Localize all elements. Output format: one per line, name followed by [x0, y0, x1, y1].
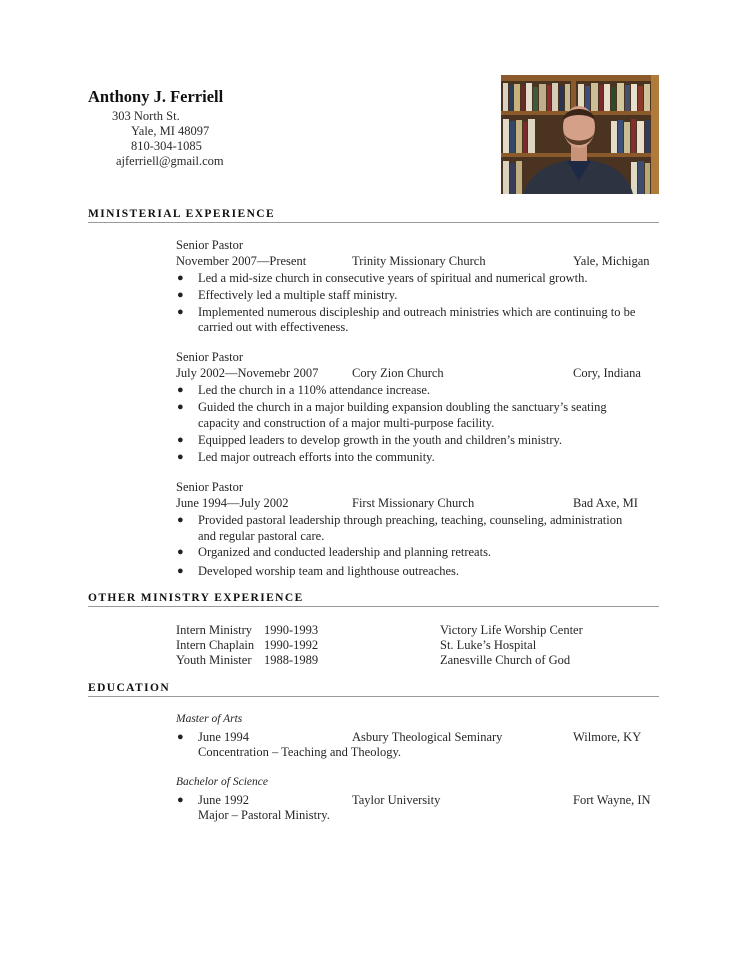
job-bullet: Effectively led a multiple staff ministry.: [198, 288, 398, 302]
bullet-icon: ●: [177, 546, 184, 558]
job-bullet: Led major outreach efforts into the community.: [198, 450, 435, 464]
bullet-icon: ●: [177, 565, 184, 577]
resume-name: Anthony J. Ferriell: [88, 87, 224, 106]
degree-detail: Major – Pastoral Ministry.: [198, 808, 330, 822]
job-role: Senior Pastor: [176, 480, 244, 494]
bullet-icon: ●: [177, 401, 184, 413]
job-bullet-continuation: capacity and construction of a major multi-purpose facility.: [198, 416, 495, 430]
email-address: ajferriell@gmail.com: [116, 154, 224, 168]
bullet-icon: ●: [177, 289, 184, 301]
section-divider: [88, 606, 659, 607]
job-role: Senior Pastor: [176, 238, 244, 252]
degree-date: June 1992: [198, 793, 250, 807]
degree-title: Bachelor of Science: [176, 776, 268, 788]
job-bullet: Equipped leaders to develop growth in the youth and children’s ministry.: [198, 433, 563, 447]
portrait-photo-icon: [501, 75, 659, 194]
other-years: 1988-1989: [264, 653, 319, 667]
address-line-1: 303 North St.: [112, 109, 180, 123]
job-bullet: Led the church in a 110% attendance increase.: [198, 383, 431, 397]
job-dates: July 2002—Novemebr 2007: [176, 366, 319, 380]
job-bullet: Led a mid-size church in consecutive years of spiritual and numerical growth.: [198, 271, 588, 285]
job-dates: June 1994—July 2002: [176, 496, 289, 510]
section-title-ministerial: MINISTERIAL EXPERIENCE: [88, 208, 276, 220]
job-location: Bad Axe, MI: [573, 496, 638, 510]
bullet-icon: ●: [177, 731, 184, 743]
job-bullet: Implemented numerous discipleship and outreach ministries which are continuing to be: [198, 305, 636, 319]
bullet-icon: ●: [177, 434, 184, 446]
job-bullet: Provided pastoral leadership through preaching, teaching, counseling, administration: [198, 513, 623, 527]
job-location: Yale, Michigan: [573, 254, 650, 268]
degree-school: Taylor University: [352, 793, 441, 807]
phone-number: 810-304-1085: [131, 139, 202, 153]
other-organization: St. Luke’s Hospital: [440, 638, 537, 652]
degree-date: June 1994: [198, 730, 250, 744]
job-role: Senior Pastor: [176, 350, 244, 364]
degree-location: Wilmore, KY: [573, 730, 642, 744]
bullet-icon: ●: [177, 306, 184, 318]
other-years: 1990-1993: [264, 623, 319, 637]
job-organization: Cory Zion Church: [352, 366, 444, 380]
bullet-icon: ●: [177, 384, 184, 396]
degree-school: Asbury Theological Seminary: [352, 730, 503, 744]
job-organization: Trinity Missionary Church: [352, 254, 486, 268]
job-dates: November 2007—Present: [176, 254, 307, 268]
job-bullet-continuation: carried out with effectiveness.: [198, 320, 349, 334]
job-bullet: Guided the church in a major building expansion doubling the sanctuary’s seating: [198, 400, 607, 414]
bullet-icon: ●: [177, 794, 184, 806]
section-title-education: EDUCATION: [88, 682, 171, 694]
job-location: Cory, Indiana: [573, 366, 641, 380]
degree-title: Master of Arts: [176, 713, 243, 725]
section-divider: [88, 222, 659, 223]
other-organization: Victory Life Worship Center: [440, 623, 583, 637]
other-role: Intern Chaplain: [176, 638, 255, 652]
section-divider: [88, 696, 659, 697]
other-role: Intern Ministry: [176, 623, 253, 637]
job-bullet-continuation: and regular pastoral care.: [198, 529, 325, 543]
job-bullet: Organized and conducted leadership and planning retreats.: [198, 545, 492, 559]
address-line-2: Yale, MI 48097: [131, 124, 210, 138]
section-title-other-ministry: OTHER MINISTRY EXPERIENCE: [88, 592, 304, 604]
other-organization: Zanesville Church of God: [440, 653, 571, 667]
degree-detail: Concentration – Teaching and Theology.: [198, 745, 402, 759]
job-organization: First Missionary Church: [352, 496, 475, 510]
degree-location: Fort Wayne, IN: [573, 793, 651, 807]
other-years: 1990-1992: [264, 638, 319, 652]
bullet-icon: ●: [177, 514, 184, 526]
job-bullet: Developed worship team and lighthouse outreaches.: [198, 564, 460, 578]
bullet-icon: ●: [177, 272, 184, 284]
other-role: Youth Minister: [176, 653, 252, 667]
bullet-icon: ●: [177, 451, 184, 463]
